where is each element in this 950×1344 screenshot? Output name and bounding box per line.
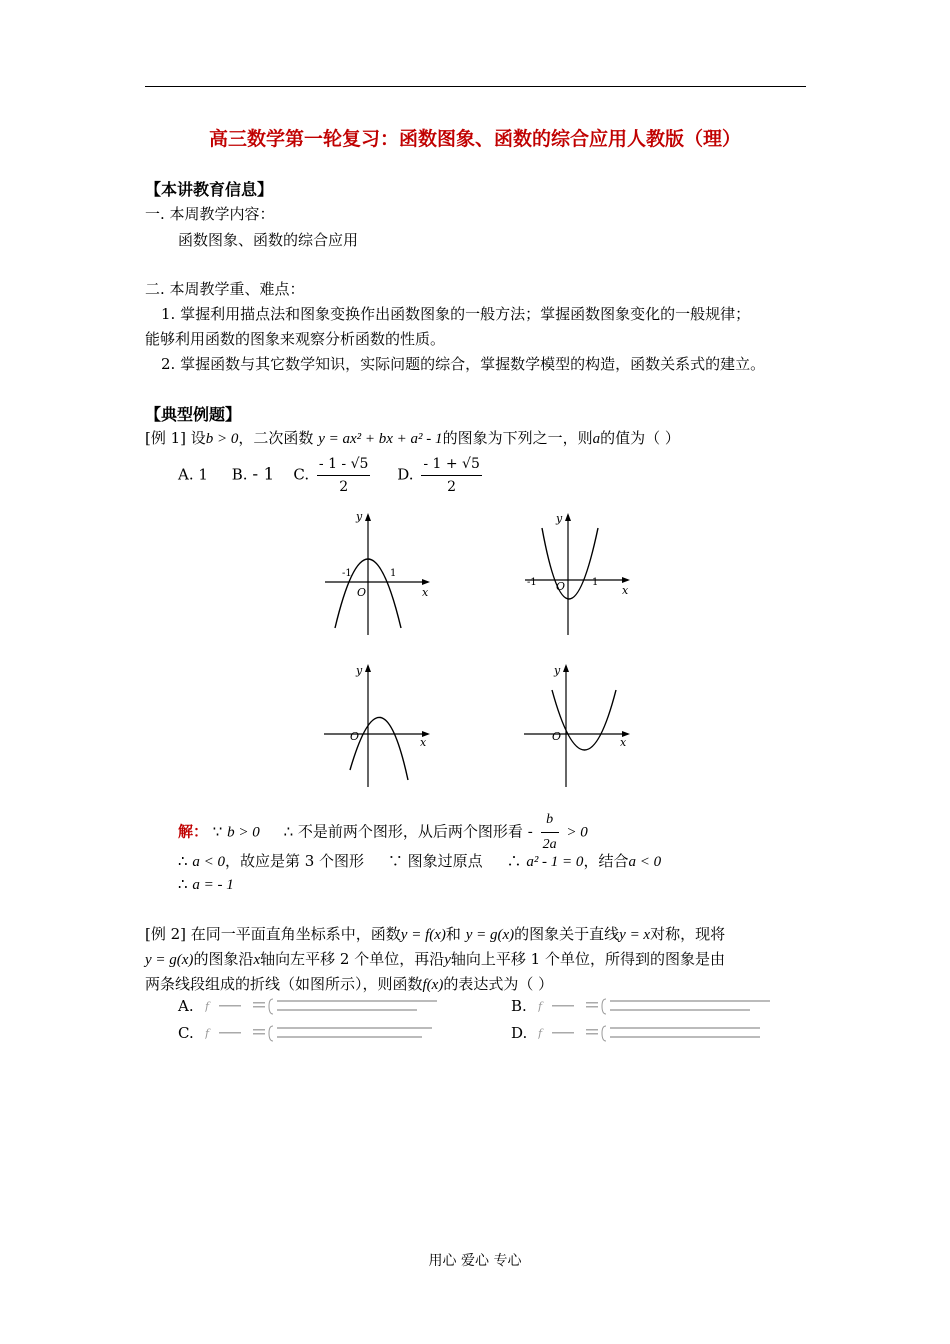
solution-fraction: $\frac{b}{2a}$: [541, 808, 559, 857]
option-d-formula-blurred: [538, 1024, 778, 1044]
svg-text:O: O: [556, 580, 566, 593]
option-d-label: D.: [397, 465, 414, 484]
svg-text:O: O: [552, 730, 562, 743]
header-rule: [145, 86, 806, 87]
example2-line1: [例 2] 在同一平面直角坐标系中，函数y = f(x)和 y = g(x)的图象关于直线y = x对称，现将: [145, 925, 726, 943]
svg-text:x: x: [620, 736, 627, 749]
svg-text:O: O: [357, 586, 367, 599]
option-b-formula-blurred: [538, 997, 778, 1017]
svg-text:-1: -1: [342, 568, 352, 579]
page-footer: 用心 爱心 专心: [428, 1253, 522, 1269]
graph-1: [320, 510, 435, 640]
example2-option-a: A.: [178, 997, 194, 1015]
example1-options: [178, 453, 485, 498]
solution-label: 解：: [178, 822, 209, 841]
option-c-fraction: $\frac{- 1 - √5}{2}$: [317, 453, 371, 498]
section-heading-info: 【本讲教育信息】: [145, 180, 274, 199]
option-a-formula-blurred: [205, 997, 445, 1017]
point1-line1: 1. 掌握利用描点法和图象变换作出函数图象的一般方法；掌握函数图象变化的一般规律；: [161, 305, 751, 323]
graph-3: [320, 660, 435, 790]
graph-2: [520, 510, 635, 640]
svg-text:ƒ: ƒ: [538, 1027, 543, 1040]
page-title: 高三数学第一轮复习：函数图象、函数的综合应用人教版（理）: [208, 128, 741, 150]
example2-option-c: C.: [178, 1024, 194, 1042]
content-label: 一. 本周教学内容：: [145, 205, 275, 223]
option-c-label: C.: [293, 465, 310, 484]
example2-line3: 两条线段组成的折线（如图所示），则函数f(x)的表达式为（ ）: [145, 975, 554, 993]
svg-text:x: x: [422, 586, 429, 599]
svg-text:y: y: [554, 664, 561, 677]
svg-text:y: y: [356, 510, 363, 523]
solution-line2: ∴ a < 0，故应是第 3 个图形 ∵ 图象过原点 ∴ a² - 1 = 0，结合a < 0: [178, 852, 662, 870]
svg-text:ƒ: ƒ: [205, 1000, 210, 1013]
option-d-fraction: $\frac{- 1 + √5}{2}$: [421, 453, 482, 498]
svg-text:1: 1: [592, 577, 599, 588]
solution-line1: 解： ∵ b > 0 ∴ 不是前两个图形，从后两个图形看 - $\frac{b}{2a}$ > 0: [178, 808, 588, 857]
point2: 2. 掌握函数与其它数学知识，实际问题的综合，掌握数学模型的构造，函数关系式的建立。: [161, 355, 766, 373]
point1-line2: 能够利用函数的图象来观察分析函数的性质。: [145, 330, 446, 348]
content-text: 函数图象、函数的综合应用: [178, 231, 359, 249]
section-heading-examples: 【典型例题】: [145, 405, 242, 424]
example2-option-b: B.: [511, 997, 527, 1015]
svg-text:y: y: [556, 512, 563, 525]
svg-text:y: y: [356, 664, 363, 677]
example2-line2: y = g(x)的图象沿x轴向左平移 2 个单位，再沿y轴向上平移 1 个单位，所得到的图象是由: [145, 950, 725, 968]
option-a: A. 1: [178, 465, 208, 484]
option-b-label: B.: [231, 465, 248, 484]
option-c-formula-blurred: [205, 1024, 445, 1044]
graph-4: [520, 660, 635, 790]
example1-question: [例 1] 设b > 0，二次函数 y = ax² + bx + a² - 1的图象为下列之一，则a的值为（ ）: [145, 429, 680, 447]
svg-text:x: x: [622, 584, 629, 597]
option-b-value: - 1: [252, 464, 275, 485]
svg-text:x: x: [420, 736, 427, 749]
key-label: 二. 本周教学重、难点：: [145, 280, 305, 298]
svg-text:ƒ: ƒ: [538, 1000, 543, 1013]
svg-text:O: O: [350, 730, 360, 743]
svg-text:ƒ: ƒ: [205, 1027, 210, 1040]
svg-text:-1: -1: [527, 577, 537, 588]
solution-line3: ∴ a = - 1: [178, 875, 234, 893]
svg-text:1: 1: [390, 568, 397, 579]
example2-option-d: D.: [511, 1024, 528, 1042]
